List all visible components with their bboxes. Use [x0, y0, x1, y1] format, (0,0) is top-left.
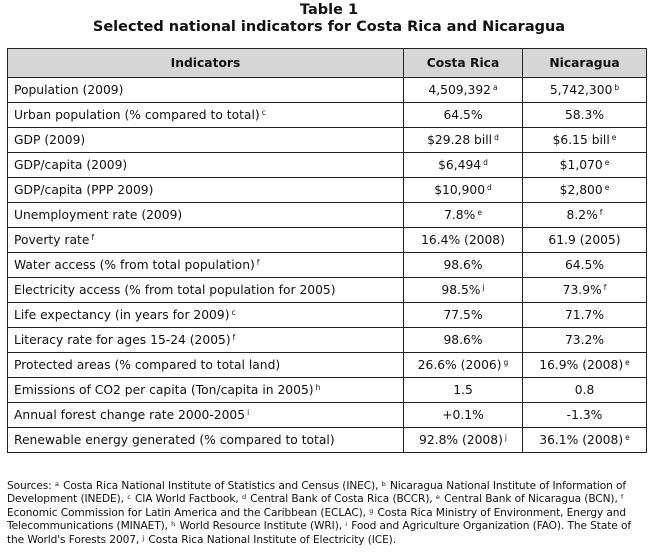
nicaragua-cell: [523, 328, 647, 353]
costa-rica-cell-text: 64.5%: [443, 108, 483, 122]
nicaragua-cell-text: 64.5%: [564, 258, 605, 272]
sources-footnote: [7, 480, 651, 547]
indicator-cell-text: Annual forest change rate 2000-2005: [14, 408, 246, 422]
costa-rica-cell: [404, 353, 523, 378]
nicaragua-cell-text: 73.9%: [562, 283, 602, 297]
indicator-cell: [8, 228, 404, 253]
costa-rica-cell: [404, 78, 523, 103]
source-mark: i: [345, 520, 347, 529]
source-text: Central Bank of Nicaragua (BCN),: [440, 493, 621, 506]
source-text: CIA World Factbook,: [131, 493, 242, 506]
nicaragua-cell: [523, 403, 647, 428]
costa-rica-cell-text: 92.8% (2008): [419, 433, 503, 447]
table-title: Selected national indicators for Costa Rica and Nicaragua: [92, 19, 566, 35]
table-row: [8, 278, 647, 303]
nicaragua-cell-text: 71.7%: [564, 308, 605, 322]
costa-rica-cell: [404, 303, 523, 328]
nicaragua-cell-text: 5,742,300: [549, 83, 613, 97]
table-row: [8, 78, 647, 103]
footnote-mark: e: [625, 433, 630, 442]
table-caption: [0, 2, 658, 36]
source-text: World Resource Institute (WRI),: [176, 520, 346, 533]
table-header-row: [8, 49, 647, 78]
indicator-cell-text: Renewable energy generated (% compared to total): [14, 433, 335, 447]
footnote-mark: e: [604, 158, 610, 167]
costa-rica-cell: [404, 403, 523, 428]
sources-lead: Sources:: [7, 480, 55, 492]
costa-rica-cell-text: 26.6% (2006): [417, 358, 502, 372]
footnote-mark: a: [492, 83, 498, 92]
footnote-mark: j: [482, 283, 485, 292]
nicaragua-cell-text: 58.3%: [564, 108, 605, 122]
costa-rica-cell-text: 98.6%: [443, 258, 483, 272]
indicator-cell-text: Literacy rate for ages 15-24 (2005): [14, 333, 231, 347]
footnote-mark: c: [261, 108, 266, 117]
indicator-cell: [8, 153, 404, 178]
nicaragua-cell-text: -1.3%: [566, 408, 603, 422]
table-row: [8, 378, 647, 403]
nicaragua-cell-text: 8.2%: [566, 208, 598, 222]
indicator-cell-text: Emissions of CO2 per capita (Ton/capita in 2005): [14, 383, 314, 397]
costa-rica-cell: [404, 428, 523, 453]
nicaragua-cell: [523, 103, 647, 128]
costa-rica-cell-text: 98.6%: [443, 333, 483, 347]
indicator-cell: [8, 203, 404, 228]
footnote-mark: e: [611, 133, 617, 142]
indicator-cell-text: Life expectancy (in years for 2009): [14, 308, 230, 322]
indicator-cell-text: Urban population (% compared to total): [14, 108, 260, 122]
footnote-mark: c: [231, 308, 236, 317]
nicaragua-cell-text: $2,800: [559, 183, 603, 197]
table-row: [8, 228, 647, 253]
indicator-cell: [8, 353, 404, 378]
table-row: [8, 253, 647, 278]
indicator-cell-text: Population (2009): [14, 83, 124, 97]
footnote-mark: f: [256, 258, 260, 267]
costa-rica-cell-text: $10,900: [434, 183, 486, 197]
costa-rica-cell-text: 4,509,392: [428, 83, 491, 97]
indicator-cell-text: GDP/capita (2009): [14, 158, 128, 172]
footnote-mark: b: [614, 83, 620, 92]
indicator-cell: [8, 303, 404, 328]
indicator-cell-text: Protected areas (% compared to total land): [14, 358, 281, 372]
source-text: Central Bank of Costa Rica (BCCR),: [246, 493, 436, 506]
footnote-mark: d: [483, 158, 488, 167]
nicaragua-cell: [523, 303, 647, 328]
costa-rica-cell-text: 16.4% (2008): [421, 233, 505, 247]
table-number: Table 1: [299, 2, 359, 18]
indicator-cell-text: Poverty rate: [14, 233, 90, 247]
nicaragua-cell: [523, 378, 647, 403]
nicaragua-cell: [523, 428, 647, 453]
costa-rica-cell: [404, 328, 523, 353]
nicaragua-cell: [523, 128, 647, 153]
nicaragua-cell-text: 61.9 (2005): [548, 233, 621, 247]
indicator-cell: [8, 253, 404, 278]
costa-rica-cell: [404, 178, 523, 203]
nicaragua-cell-text: 16.9% (2008): [539, 358, 624, 372]
header-costa-rica: Costa Rica: [404, 49, 523, 78]
indicator-cell: [8, 128, 404, 153]
costa-rica-cell: [404, 153, 523, 178]
source-mark: b: [381, 480, 386, 488]
indicator-cell-text: GDP (2009): [14, 133, 86, 147]
source-mark: h: [171, 520, 176, 529]
nicaragua-cell: [523, 153, 647, 178]
costa-rica-cell-text: 98.5%: [441, 283, 481, 297]
source-text: Food and Agriculture Organization (FAO). The State of the World's Forests 2007,: [7, 520, 631, 546]
footnote-mark: d: [494, 133, 499, 142]
nicaragua-cell-text: 36.1% (2008): [539, 433, 624, 447]
header-indicators: Indicators: [8, 49, 404, 78]
source-text: Economic Commission for Latin America and the Caribbean (ECLAC),: [7, 506, 370, 519]
nicaragua-cell: [523, 78, 647, 103]
costa-rica-cell-text: $29.28 bill: [427, 133, 493, 147]
costa-rica-cell-text: $6,494: [438, 158, 482, 172]
indicator-cell: [8, 178, 404, 203]
source-mark: j: [142, 533, 145, 542]
table-row: [8, 128, 647, 153]
nicaragua-cell-text: 0.8: [574, 383, 595, 397]
footnote-mark: e: [477, 208, 482, 217]
table-row: [8, 303, 647, 328]
source-mark: a: [54, 480, 59, 488]
costa-rica-cell-text: 77.5%: [443, 308, 483, 322]
footnote-mark: f: [232, 333, 236, 342]
source-text: Nicaragua National Institute of Information of Development (INEDE),: [7, 480, 627, 506]
table-row: [8, 178, 647, 203]
source-text: Costa Rica National Institute of Electricity (ICE).: [145, 533, 396, 546]
nicaragua-cell-text: 73.2%: [564, 333, 605, 347]
nicaragua-cell: [523, 278, 647, 303]
nicaragua-cell: [523, 178, 647, 203]
footnote-mark: f: [603, 283, 607, 292]
footnote-mark: i: [247, 408, 250, 417]
costa-rica-cell-text: 1.5: [453, 383, 473, 397]
nicaragua-cell: [523, 228, 647, 253]
nicaragua-cell: [523, 253, 647, 278]
costa-rica-cell: [404, 128, 523, 153]
nicaragua-cell: [523, 203, 647, 228]
footnote-mark: g: [503, 358, 509, 367]
nicaragua-cell: [523, 353, 647, 378]
indicator-cell-text: Water access (% from total population): [14, 258, 255, 272]
nicaragua-cell-text: $1,070: [559, 158, 603, 172]
source-mark: e: [435, 493, 440, 502]
costa-rica-cell-text: 7.8%: [444, 208, 476, 222]
source-mark: c: [127, 493, 131, 502]
header-nicaragua: Nicaragua: [523, 49, 647, 78]
footnote-mark: j: [504, 433, 507, 442]
indicator-cell: [8, 78, 404, 103]
source-text: Costa Rica National Institute of Statistics and Census (INEC),: [59, 480, 382, 492]
table-row: [8, 153, 647, 178]
costa-rica-cell: [404, 278, 523, 303]
table-row: [8, 428, 647, 453]
indicator-cell: [8, 103, 404, 128]
source-mark: g: [369, 506, 374, 515]
source-text: Costa Rica Ministry of Environment, Energy and Telecommunications (MINAET),: [7, 506, 627, 533]
costa-rica-cell: [404, 203, 523, 228]
indicator-cell: [8, 403, 404, 428]
indicator-cell-text: Electricity access (% from total population for 2005): [14, 283, 336, 297]
indicator-cell: [8, 328, 404, 353]
table-row: [8, 353, 647, 378]
costa-rica-cell: [404, 103, 523, 128]
footnote-mark: e: [625, 358, 630, 367]
source-mark: f: [621, 493, 624, 502]
costa-rica-cell: [404, 378, 523, 403]
costa-rica-cell: [404, 228, 523, 253]
table-row: [8, 328, 647, 353]
nicaragua-cell-text: $6.15 bill: [552, 133, 610, 147]
footnote-mark: f: [91, 233, 95, 242]
indicator-cell: [8, 378, 404, 403]
costa-rica-cell: [404, 253, 523, 278]
indicator-cell-text: GDP/capita (PPP 2009): [14, 183, 154, 197]
costa-rica-cell-text: +0.1%: [442, 408, 484, 422]
indicator-cell-text: Unemployment rate (2009): [14, 208, 183, 222]
table-row: [8, 203, 647, 228]
source-mark: d: [241, 493, 246, 502]
indicator-cell: [8, 428, 404, 453]
footnote-mark: d: [487, 183, 492, 192]
table-row: [8, 403, 647, 428]
table-row: [8, 103, 647, 128]
indicator-cell: [8, 278, 404, 303]
indicators-table: [7, 48, 647, 453]
footnote-mark: h: [315, 383, 321, 392]
footnote-mark: e: [604, 183, 610, 192]
footnote-mark: f: [599, 208, 603, 217]
